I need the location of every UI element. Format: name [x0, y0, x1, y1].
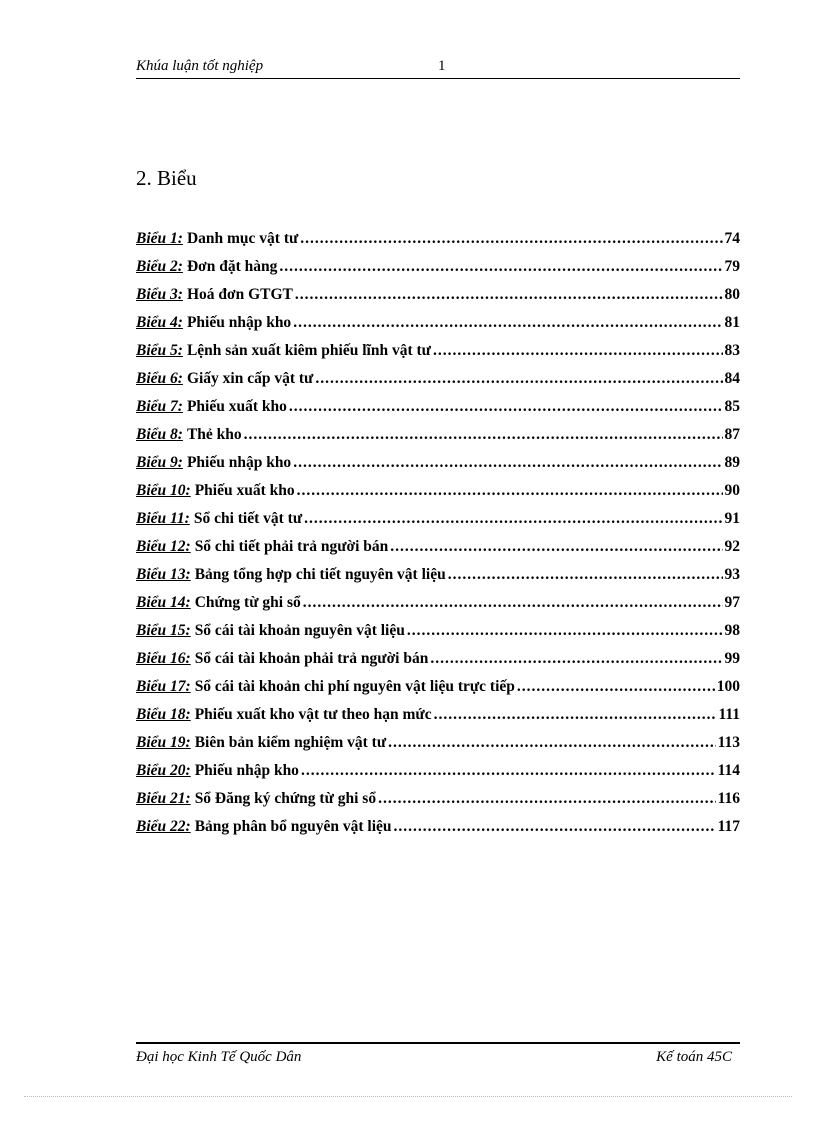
toc-entry	[136, 706, 740, 734]
toc-entry-page: 99	[724, 650, 740, 667]
toc-entry	[136, 510, 740, 538]
toc-entry-page: 89	[724, 454, 740, 471]
toc-dot-leader	[434, 706, 717, 724]
toc-entry-page: 79	[724, 258, 740, 275]
toc-entry-page: 97	[724, 594, 740, 611]
toc-entry-label: Biểu 9:	[136, 454, 183, 471]
page-edge-divider	[24, 1096, 792, 1097]
toc-entry-title: Biên bản kiểm nghiệm vật tư	[194, 734, 387, 751]
toc-entry-label: Biểu 19:	[136, 734, 191, 751]
toc-dot-leader	[433, 342, 723, 360]
toc-entry	[136, 818, 740, 846]
toc-entry	[136, 426, 740, 454]
toc-entry-label: Biểu 15:	[136, 622, 191, 639]
toc-dot-leader	[295, 286, 723, 304]
toc-dot-leader	[388, 734, 715, 752]
section-title: 2. Biểu	[136, 166, 197, 190]
toc-entry-page: 80	[724, 286, 740, 303]
toc-entry-title: Chứng từ ghi sổ	[194, 594, 301, 611]
toc-dot-leader	[390, 538, 722, 556]
toc-entry	[136, 622, 740, 650]
toc-entry-title: Lệnh sản xuất kiêm phiếu lĩnh vật tư	[186, 342, 431, 359]
toc-entry-title: Sổ cái tài khoản chi phí nguyên vật liệu trực tiếp	[194, 678, 515, 695]
toc-entry	[136, 258, 740, 286]
toc-entry-label: Biểu 17:	[136, 678, 191, 695]
toc-entry-label: Biểu 8:	[136, 426, 183, 443]
toc-entry-page: 92	[724, 538, 740, 555]
toc-entry-page: 114	[717, 762, 740, 779]
toc-dot-leader	[293, 314, 722, 332]
toc-entry-page: 93	[724, 566, 740, 583]
toc-entry-title: Phiếu xuất kho vật tư theo hạn mức	[194, 706, 432, 723]
toc-entry-title: Bảng phân bổ nguyên vật liệu	[194, 818, 392, 835]
toc-entry-label: Biểu 13:	[136, 566, 191, 583]
toc-entry	[136, 398, 740, 426]
table-of-contents	[136, 230, 740, 846]
page-header	[136, 58, 740, 79]
toc-entry-title: Giấy xin cấp vật tư	[186, 370, 314, 387]
toc-entry	[136, 678, 740, 706]
toc-entry-page: 116	[717, 790, 740, 807]
toc-entry-page: 83	[724, 342, 740, 359]
toc-entry-label: Biểu 21:	[136, 790, 191, 807]
toc-entry	[136, 482, 740, 510]
toc-entry-page: 85	[724, 398, 740, 415]
toc-dot-leader	[315, 370, 722, 388]
toc-entry	[136, 566, 740, 594]
toc-entry-page: 113	[717, 734, 740, 751]
toc-entry-label: Biểu 20:	[136, 762, 191, 779]
toc-dot-leader	[301, 762, 716, 780]
toc-entry	[136, 342, 740, 370]
toc-dot-leader	[378, 790, 716, 808]
toc-dot-leader	[303, 594, 723, 612]
toc-entry-title: Thẻ kho	[186, 426, 242, 443]
toc-entry-title: Phiếu nhập kho	[194, 762, 299, 779]
toc-entry	[136, 594, 740, 622]
toc-entry	[136, 790, 740, 818]
toc-entry-title: Sổ Đăng ký chứng từ ghi sổ	[194, 790, 377, 807]
toc-dot-leader	[430, 650, 722, 668]
toc-entry	[136, 454, 740, 482]
toc-entry	[136, 314, 740, 342]
toc-entry-page: 91	[724, 510, 740, 527]
page-footer	[136, 1042, 740, 1068]
toc-entry-label: Biểu 12:	[136, 538, 191, 555]
toc-dot-leader	[448, 566, 723, 584]
footer-class: Kế toán 45C	[656, 1049, 732, 1065]
toc-entry-label: Biểu 3:	[136, 286, 183, 303]
toc-entry-label: Biểu 4:	[136, 314, 183, 331]
toc-dot-leader	[279, 258, 722, 276]
toc-entry-label: Biểu 10:	[136, 482, 191, 499]
toc-entry-title: Sổ cái tài khoản phải trả người bán	[194, 650, 429, 667]
toc-entry-label: Biểu 22:	[136, 818, 191, 835]
toc-dot-leader	[304, 510, 722, 528]
header-title: Khúa luận tốt nghiệp	[136, 58, 264, 74]
toc-entry-title: Sổ chi tiết vật tư	[193, 510, 303, 527]
toc-entry-page: 87	[724, 426, 740, 443]
toc-entry-page: 98	[724, 622, 740, 639]
toc-entry-label: Biểu 14:	[136, 594, 191, 611]
toc-dot-leader	[244, 426, 723, 444]
toc-dot-leader	[297, 482, 723, 500]
toc-entry-label: Biểu 5:	[136, 342, 183, 359]
toc-entry-page: 84	[724, 370, 740, 387]
toc-entry-title: Phiếu nhập kho	[186, 454, 292, 471]
toc-entry-label: Biểu 18:	[136, 706, 191, 723]
toc-entry-label: Biểu 1:	[136, 230, 183, 247]
toc-entry-title: Phiếu xuất kho	[194, 482, 295, 499]
toc-dot-leader	[293, 454, 722, 472]
toc-entry-page: 81	[724, 314, 740, 331]
toc-entry-title: Hoá đơn GTGT	[186, 286, 293, 303]
toc-entry-label: Biểu 6:	[136, 370, 183, 387]
toc-entry-page: 111	[718, 706, 740, 723]
toc-entry-page: 100	[716, 678, 740, 695]
toc-entry-page: 117	[717, 818, 740, 835]
toc-entry	[136, 286, 740, 314]
toc-entry	[136, 762, 740, 790]
toc-entry-label: Biểu 16:	[136, 650, 191, 667]
toc-dot-leader	[289, 398, 723, 416]
toc-dot-leader	[407, 622, 723, 640]
toc-entry-label: Biểu 11:	[136, 510, 190, 527]
toc-dot-leader	[394, 818, 716, 836]
header-page-number: 1	[438, 58, 446, 74]
toc-entry-title: Phiếu nhập kho	[186, 314, 292, 331]
toc-entry-title: Sổ cái tài khoản nguyên vật liệu	[194, 622, 405, 639]
toc-entry-title: Phiếu xuất kho	[186, 398, 287, 415]
toc-entry-label: Biểu 2:	[136, 258, 183, 275]
toc-entry	[136, 734, 740, 762]
toc-entry	[136, 650, 740, 678]
toc-entry-page: 90	[724, 482, 740, 499]
toc-entry-title: Bảng tổng hợp chi tiết nguyên vật liệu	[194, 566, 446, 583]
toc-dot-leader	[300, 230, 722, 248]
footer-university: Đại học Kinh Tế Quốc Dân	[136, 1049, 302, 1065]
toc-dot-leader	[517, 678, 715, 696]
toc-entry-label: Biểu 7:	[136, 398, 183, 415]
toc-entry	[136, 230, 740, 258]
toc-entry-title: Đơn đặt hàng	[186, 258, 278, 275]
toc-entry-title: Sổ chi tiết phải trả người bán	[194, 538, 389, 555]
toc-entry	[136, 538, 740, 566]
toc-entry-page: 74	[724, 230, 740, 247]
toc-entry-title: Danh mục vật tư	[186, 230, 299, 247]
toc-entry	[136, 370, 740, 398]
